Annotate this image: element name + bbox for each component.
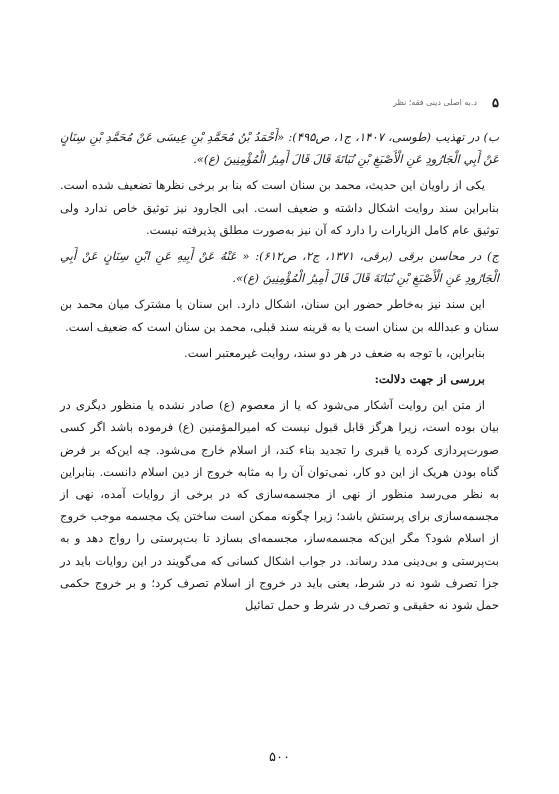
page-number-footer: ۵۰۰ [269, 750, 290, 765]
section-heading: بررسی از جهت دلالت: [374, 372, 485, 387]
paragraph-analysis-2: این سند نیز به‌خاطر حضور ابن سنان، اشکال دارد. ابن سنان یا مشترک میان محمد بن سنان و عبدالله بن سنان است یا به قرینه سند قبلی، محمد بن سنان است که ضعیف است. [60, 297, 499, 334]
running-title: د.به اصلی دینی فقه؛ نظر [393, 98, 477, 107]
paragraph-discussion: از متن این روایت آشکار می‌شود که یا از معصوم (ع) صادر نشده یا منظور دیگری در بیان بوده است، زیرا هرگز قابل قبول نیست که امیرالمؤمنین (ع) فرموده باشد اگر کسی صورت‌پردازی کرده یا قبری را تجدید بناء کند، از اسلام خارج می‌شود. چه این‌که بر فرض گناه بودن هریک از این دو کار، نمی‌توان آن را به مثابه خروج از دین اسلام دانست. بنابراین به نظر می‌رسد منظور از نهی از مجسمه‌سازی که در برخی از روایات آمده، نهی از مجسمه‌سازی برای پرستش باشد؛ زیرا چگونه ممکن است ساختن یک مجسمه موجب خروج از اسلام شود؟ مگر این‌که مجسمه‌ساز، مجسمه‌ای بسازد تا بت‌پرستی را رواج دهد و به بت‌پرستی و بی‌دینی مدد رساند. در جواب اشکال کسانی که می‌گویند در این روایات باید در جزا تصرف شود نه در شرط، یعنی باید در خروج از اسلام تصرف کرد؛ و بر خروج حکمی حمل شود نه حقیقی و تصرف در شرط و حمل تمائیل [60, 398, 499, 613]
paragraph-analysis-1: یکی از راویان این حدیث، محمد بن سنان است که بنا بر برخی نظرها تضعیف شده است. بنابراین سند روایت اشکال داشته و ضعیف است. ابی الجارود نیز توثیق خاص ندارد ولی توثیق عام کامل الزیارات را دارد که آن نیز به‌صورت مطلق پذیرفته نیست. [60, 178, 499, 237]
body-text [60, 126, 499, 616]
page-header [60, 96, 499, 116]
paragraph-source-c: ج) در محاسن برقی (برقی، ۱۳۷۱، ج۲، ص۶۱۲): « عَنْهُ عَنْ أَبِيهِ عَنِ ابْنِ سِنَانٍ عَنْ أَبِي الْجَارُودِ عَنِ الْأَصْبَغِ بْنِ نُبَاتَةَ قَالَ قَالَ أَمِيرُ الْمُؤْمِنِينَ (ع)». [60, 249, 500, 286]
paragraph-conclusion: بنابراین، با توجه به ضعف در هر دو سند، روایت غیرمعتبر است. [184, 345, 485, 360]
paragraph-source-b: ب) در تهذیب (طوسی، ۱۴۰۷، ج۱، ص۴۹۵): «أَحْمَدُ بْنُ مُحَمَّدِ بْنِ عِیسَى عَنْ مُحَمَّدِ بْنِ سِنَانٍ عَنْ أَبِي الْجَارُودِ عَنِ الْأَصْبَغِ بْنِ نُبَاتَةَ قَالَ قَالَ أَمِيرُ الْمُؤْمِنِينَ (ع)». [60, 130, 499, 167]
header-page-number: ۵ [492, 96, 499, 111]
